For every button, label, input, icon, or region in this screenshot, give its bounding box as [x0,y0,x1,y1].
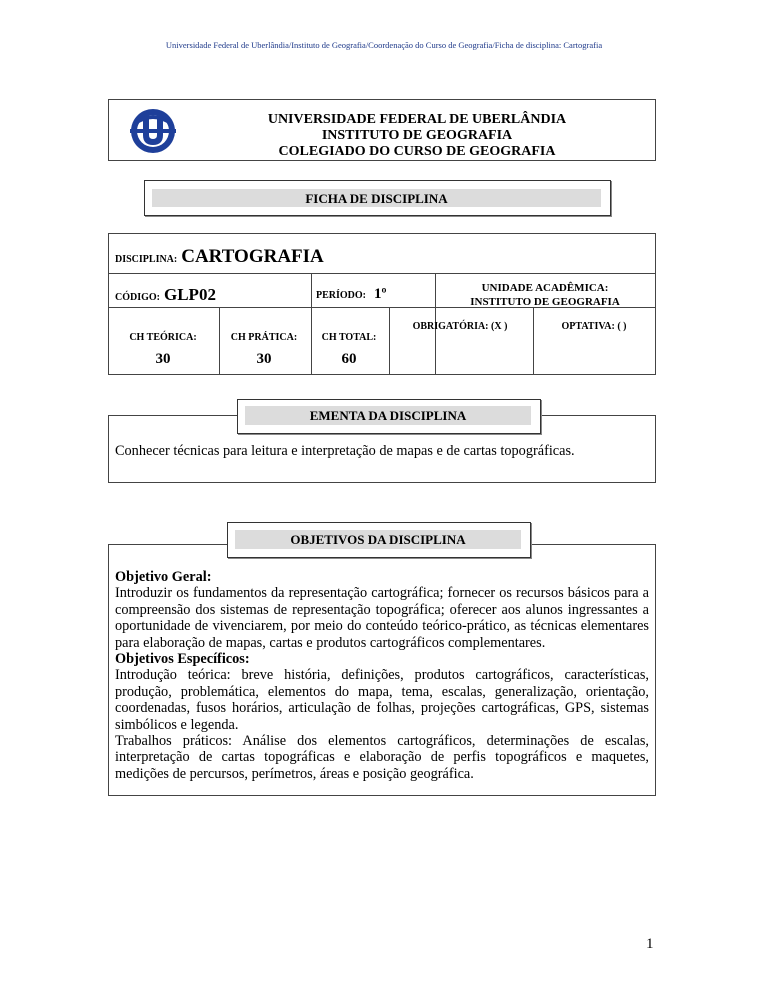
ch-teorica-value: 30 [155,351,171,367]
unidade-academica [436,281,654,309]
ch-total-label: CH TOTAL: [321,332,377,343]
periodo-label: PERÍODO: [316,290,366,301]
ch-pratica-label: CH PRÁTICA: [230,332,298,343]
disciplina-value: CARTOGRAFIA [181,246,324,267]
objetivo-geral-heading: Objetivo Geral: [115,569,212,585]
university-title [180,112,654,160]
objetivos-especificos-heading: Objetivos Específicos: [115,651,250,668]
objetivos-content [115,569,649,782]
disciplina-row [115,246,324,268]
obrigatoria-checkbox: OBRIGATÓRIA: (X ) [412,321,508,332]
university-logo [126,107,180,155]
ch-total-value: 60 [341,351,357,367]
objetivos-especificos-text-2: Trabalhos práticos: Análise dos elementos cartográficos, determinações de escalas, interpretação de cartas topográficas e elaboração de perfis topográficos e maquetes, medições de percursos, perímetros, áreas e posição geográfica. [115,733,649,782]
unidade-label: UNIDADE ACADÊMICA: [481,282,609,294]
codigo-row [115,285,216,305]
optativa-checkbox: OPTATIVA: ( ) [561,321,627,332]
objetivo-geral-text: Introduzir os fundamentos da representação cartográfica; fornecer os recursos básicos para a compreensão dos sistemas de representação topográfica; oferecer aos alunos ingressantes a oportunidade de vivenciarem, por meio do conteúdo teórico-prático, as técnicas elementares para elaboração de mapas, cartas e produtos cartográficos complementares. [115,585,649,651]
unidade-value: INSTITUTO DE GEOGRAFIA [470,296,620,308]
codigo-value: GLP02 [164,285,216,304]
institute-name: INSTITUTO DE GEOGRAFIA [321,128,513,143]
ficha-title: FICHA DE DISCIPLINA [152,189,601,207]
colegiado-name: COLEGIADO DO CURSO DE GEOGRAFIA [278,144,556,159]
ementa-title: EMENTA DA DISCIPLINA [245,406,531,425]
objetivos-especificos-text-1: Introdução teórica: breve história, definições, produtos cartográficos, características, produção, problemática, elementos do mapa, tema, escalas, generalização, orientação, coordenadas, fusos horários, articulação de folhas, projeções cartográficas, GPS, sistemas simbólicos e legenda. [115,667,649,733]
page-number: 1 [646,936,654,952]
ch-pratica-value: 30 [256,351,272,367]
university-name: UNIVERSIDADE FEDERAL DE UBERLÂNDIA [267,112,567,127]
ch-teorica-label: CH TEÓRICA: [129,332,197,343]
periodo-value: 1º [374,286,387,302]
objetivos-title: OBJETIVOS DA DISCIPLINA [235,530,521,549]
ementa-text: Conhecer técnicas para leitura e interpretação de mapas e de cartas topográficas. [115,443,575,459]
codigo-label: CÓDIGO: [115,292,160,303]
running-header: Universidade Federal de Uberlândia/Instituto de Geografia/Coordenação do Curso de Geografia/Ficha de disciplina: Cartografia [165,40,603,50]
disciplina-label: DISCIPLINA: [115,254,178,265]
periodo-row [316,285,386,303]
